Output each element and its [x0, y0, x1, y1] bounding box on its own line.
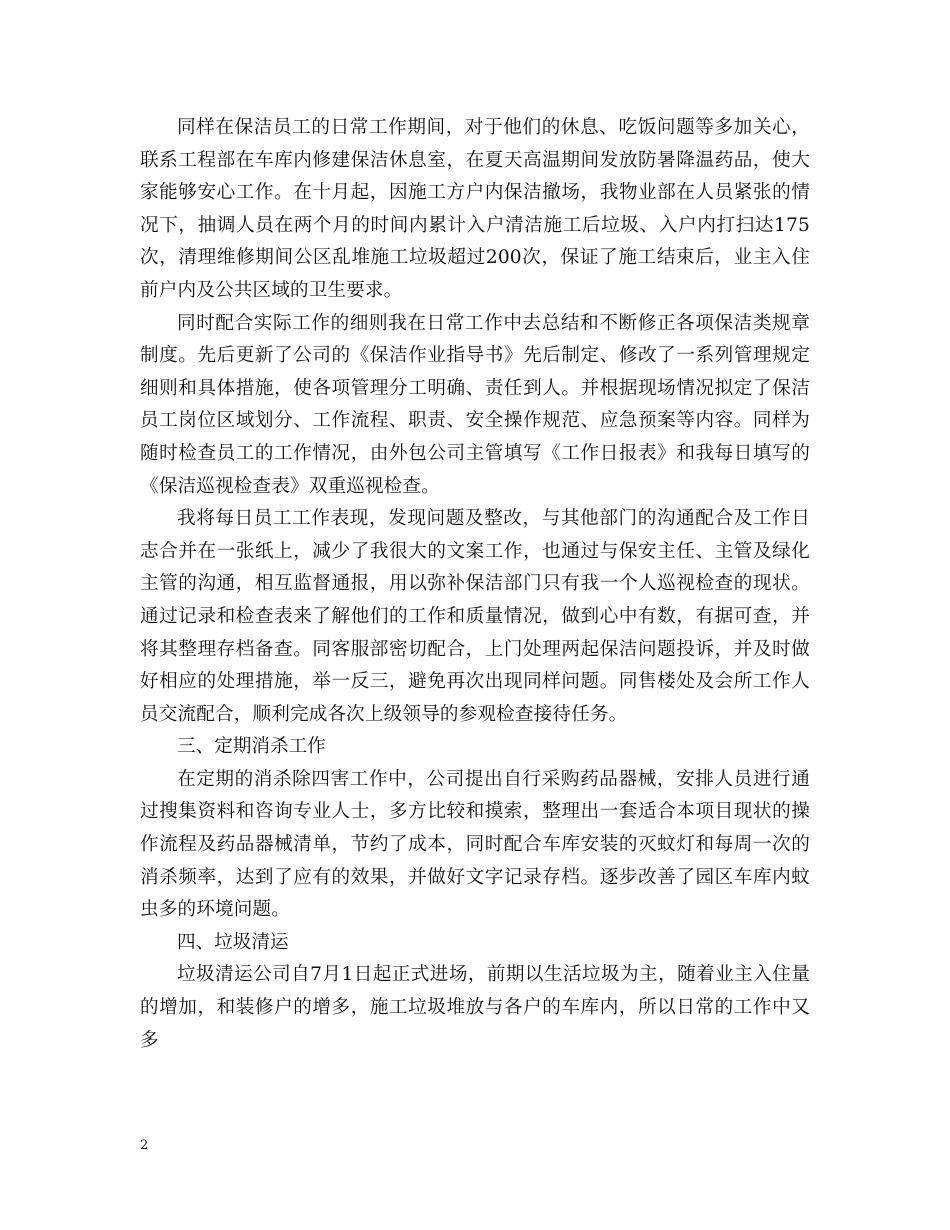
paragraph-pest-control: 在定期的消杀除四害工作中，公司提出自行采购药品器械，安排人员进行通过搜集资料和咨询专业人士，多方比较和摸索，整理出一套适合本项目现状的操作流程及药品器械清单，节约了成本，同时配合车库安装的灭蚊灯和每周一次的消杀频率，达到了应有的效果，并做好文字记录存档。逐步改善了园区车库内蚊虫多的环境问题。 [140, 768, 810, 921]
paragraph-garbage-removal: 垃圾清运公司自7月1日起正式进场，前期以生活垃圾为主，随着业主入住量的增加，和装修户的增多，施工垃圾堆放与各户的车库内，所以日常的工作中又多 [140, 964, 810, 1051]
paragraph-rest-staff-care: 同样在保洁员工的日常工作期间，对于他们的休息、吃饭问题等多加关心，联系工程部在车库内修建保洁休息室，在夏天高温期间发放防暑降温药品，使大家能够安心工作。在十月起，因施工方户内保洁撤场，我物业部在人员紧张的情况下，抽调人员在两个月的时间内累计入户清洁施工后垃圾、入户内打扫达175次，清理维修期间公区乱堆施工垃圾超过200次，保证了施工结束后，业主入住前户内及公共区域的卫生要求。 [140, 117, 810, 301]
section-heading-garbage-removal: 四、垃圾清运 [177, 931, 289, 953]
document-body [140, 112, 810, 1057]
page-number: 2 [140, 1138, 149, 1153]
section-heading-pest-control: 三、定期消杀工作 [177, 736, 326, 758]
paragraph-regulations: 同时配合实际工作的细则我在日常工作中去总结和不断修正各项保洁类规章制度。先后更新了公司的《保洁作业指导书》先后制定、修改了一系列管理规定细则和具体措施，使各项管理分工明确、责任到人。并根据现场情况拟定了保洁员工岗位区域划分、工作流程、职责、安全操作规范、应急预案等内容。同样为随时检查员工的工作情况，由外包公司主管填写《工作日报表》和我每日填写的《保洁巡视检查表》双重巡视检查。 [140, 312, 810, 497]
paragraph-daily-log: 我将每日员工工作表现，发现问题及整改，与其他部门的沟通配合及工作日志合并在一张纸上，减少了我很大的文案工作，也通过与保安主任、主管及绿化主管的沟通，相互监督通报，用以弥补保洁部门只有我一个人巡视检查的现状。通过记录和检查表来了解他们的工作和质量情况，做到心中有数，有据可查，并将其整理存档备查。同客服部密切配合，上门处理两起保洁问题投诉，并及时做好相应的处理措施，举一反三，避免再次出现同样问题。同售楼处及会所工作人员交流配合，顺利完成各次上级领导的参观检查接待任务。 [140, 508, 810, 725]
